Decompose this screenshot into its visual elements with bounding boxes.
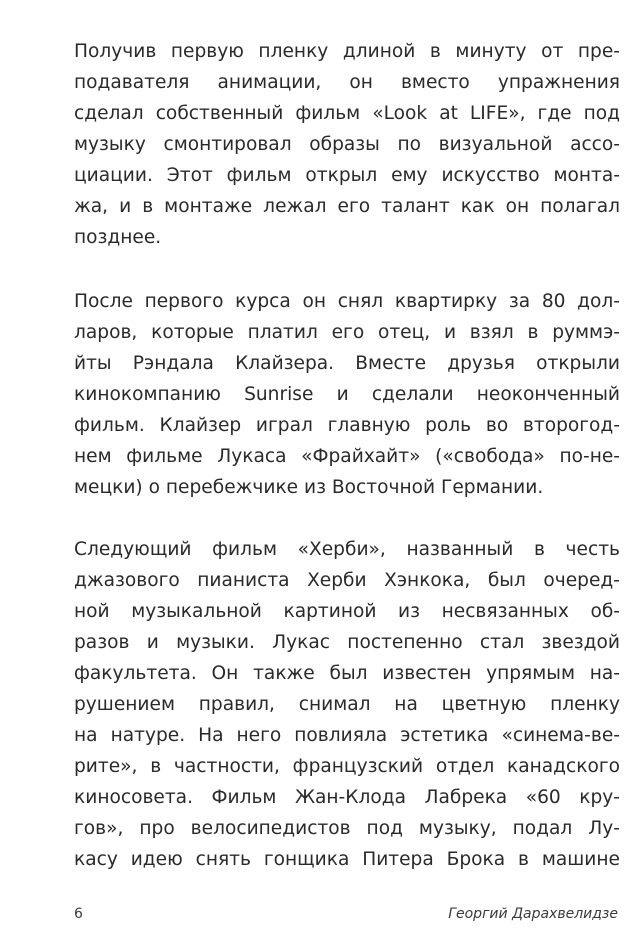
- text-line: музыку смонтировал образы по визуальной ассо-: [74, 134, 620, 155]
- text-line: ной музыкальной картиной из несвязанных об-: [74, 601, 620, 622]
- text-line: позднее.: [74, 227, 162, 248]
- text-line: нем фильме Лукаса «Фрайхайт» («свобода» по-не-: [74, 446, 620, 467]
- text-line: циации. Этот фильм открыл ему искусство монта-: [74, 165, 620, 186]
- page-number: 6: [74, 906, 83, 922]
- text-line: Следующий фильм «Херби», названный в честь: [74, 539, 620, 560]
- paragraph-1: [74, 36, 620, 253]
- text-line: факультета. Он также был известен упрямым на-: [74, 663, 620, 684]
- text-line: гов», про велосипедистов под музыку, подал Лу-: [74, 818, 620, 839]
- paragraph-3: [74, 534, 620, 875]
- text-line: сделал собственный фильм «Look at LIFE», где под: [74, 103, 620, 124]
- text-line: мецки) о перебежчике из Восточной Германии.: [74, 477, 544, 498]
- text-line: разов и музыки. Лукас постепенно стал звездой: [74, 632, 620, 653]
- paragraph-2: [74, 286, 620, 503]
- text-line: жа, и в монтаже лежал его талант как он полагал: [74, 196, 620, 217]
- text-line: рушением правил, снимал на цветную пленку: [74, 694, 620, 715]
- text-line: Получив первую пленку длиной в минуту от пре-: [74, 41, 620, 62]
- text-line: джазового пианиста Херби Хэнкока, был очеред-: [74, 570, 620, 591]
- text-line: ларов, которые платил его отец, и взял в руммэ-: [74, 322, 620, 343]
- text-line: кинокомпанию Sunrise и сделали неоконченный: [74, 384, 620, 405]
- text-line: киносовета. Фильм Жан-Клода Лабрека «60 кру-: [74, 787, 620, 808]
- text-line: йты Рэндала Клайзера. Вместе друзья открыли: [74, 353, 620, 374]
- text-line: на натуре. На него повлияла эстетика «синема-ве-: [74, 725, 620, 746]
- text-line: рите», в частности, французский отдел канадского: [74, 756, 620, 777]
- text-line: фильм. Клайзер играл главную роль во второгод-: [74, 415, 620, 436]
- author-name: Георгий Дарахвелидзе: [448, 906, 618, 922]
- text-line: После первого курса он снял квартирку за 80 дол-: [74, 291, 620, 312]
- text-line: касу идею снять гонщика Питера Брока в машине: [74, 849, 620, 870]
- text-line: подавателя анимации, он вместо упражнения: [74, 72, 620, 93]
- page-footer: [0, 906, 634, 930]
